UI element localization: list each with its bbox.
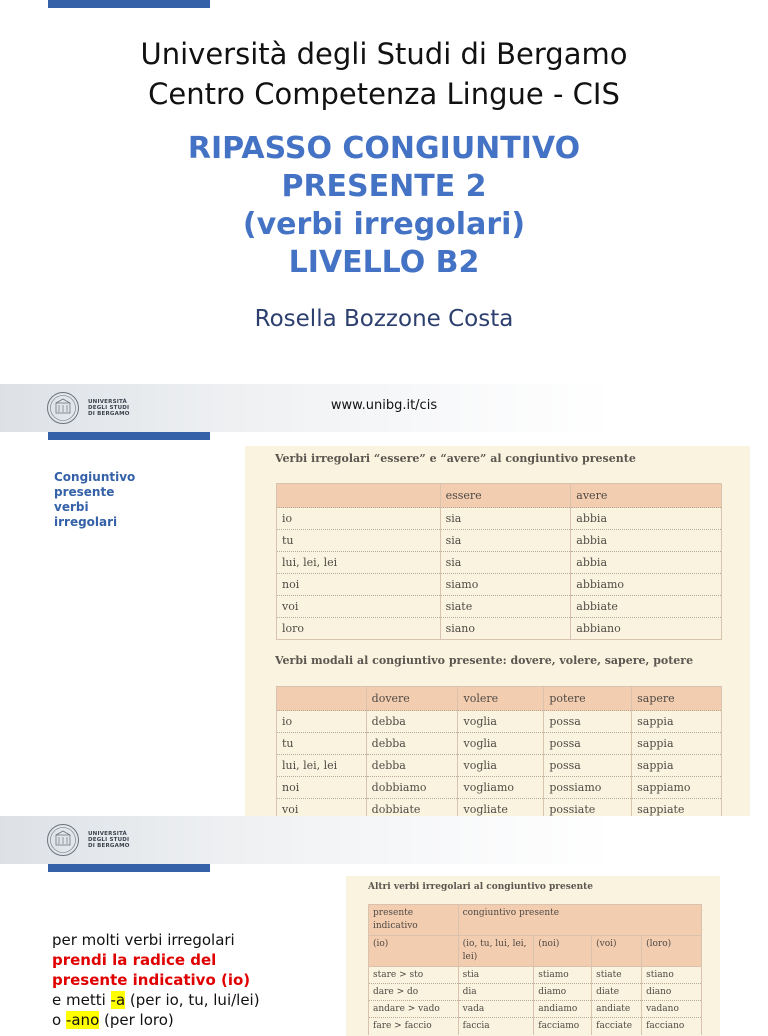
author-name: Rosella Bozzone Costa: [254, 306, 514, 332]
table-heading: Verbi irregolari “essere” e “avere” al congiuntivo presente: [275, 452, 636, 465]
table-row: tu debba voglia possa sappia: [277, 733, 722, 755]
highlighted-ending: -ano: [65, 1011, 100, 1029]
table-row: loro siano abbiano: [277, 618, 722, 640]
rule-line: e metti -a (per io, tu, lui/lei): [52, 991, 260, 1009]
textbook-excerpt: [245, 446, 750, 850]
highlighted-ending: -a: [110, 991, 126, 1009]
other-irregular-verbs-table: [368, 904, 702, 1035]
university-logo: [46, 823, 130, 857]
table-row: andare > vado vada andiamo andiate vadano: [369, 1001, 702, 1018]
accent-bar: [48, 432, 210, 440]
university-seal-icon: [46, 823, 80, 857]
table-row: fare > faccio faccia facciamo facciate facciano: [369, 1018, 702, 1035]
rule-emphasis: prendi la radice del: [52, 951, 217, 969]
table-row: voi dobbiate vogliate possiate sappiate: [277, 799, 722, 821]
table-row: io debba voglia possa sappia: [277, 711, 722, 733]
accent-bar: [48, 864, 210, 872]
title-slide: [0, 0, 768, 384]
table-header-row: (io) (io, tu, lui, lei, lei) (noi) (voi) (loro): [369, 936, 702, 967]
table-row: noi dobbiamo vogliamo possiamo sappiamo: [277, 777, 722, 799]
website-url: www.unibg.it/cis: [330, 398, 438, 413]
university-line: Università degli Studi di Bergamo: [140, 37, 628, 71]
table-row: lui, lei, lei debba voglia possa sappia: [277, 755, 722, 777]
university-name: [0, 34, 768, 114]
essere-avere-table: [276, 483, 722, 640]
table-heading: Verbi modali al congiuntivo presente: dovere, volere, sapere, potere: [275, 654, 694, 667]
table-row: dare > do dia diamo diate diano: [369, 984, 702, 1001]
table-row: noi siamo abbiamo: [277, 574, 722, 596]
table-header-row: presente indicativo congiuntivo presente: [369, 905, 702, 936]
table-row: stare > sto stia stiamo stiate stiano: [369, 967, 702, 984]
table-heading: Altri verbi irregolari al congiuntivo presente: [368, 882, 593, 892]
title-line: PRESENTE 2: [281, 169, 487, 204]
section-title: Congiuntivo presente verbi irregolari: [54, 470, 136, 529]
table-row: io sia abbia: [277, 508, 722, 530]
rule-line: per molti verbi irregolari: [52, 931, 235, 949]
title-line: RIPASSO CONGIUNTIVO: [187, 131, 581, 166]
title-line: (verbi irregolari): [242, 207, 526, 242]
slide-title: [0, 130, 768, 282]
content-slide-tables: [0, 384, 768, 816]
textbook-excerpt: [346, 876, 720, 1036]
table-row: tu sia abbia: [277, 530, 722, 552]
title-line: LIVELLO B2: [288, 245, 480, 280]
rule-emphasis: presente indicativo (io): [52, 971, 251, 989]
table-row: lui, lei, lei sia abbia: [277, 552, 722, 574]
table-row: voi siate abbiate: [277, 596, 722, 618]
content-slide-rule: [0, 816, 768, 1032]
table-header-row: essere avere: [277, 484, 722, 508]
accent-bar: [48, 0, 210, 8]
rule-text: [52, 930, 342, 1030]
logo-wordmark: UNIVERSITÀ DEGLI STUDI DI BERGAMO: [88, 830, 130, 850]
logo-wordmark: UNIVERSITÀ DEGLI STUDI DI BERGAMO: [88, 398, 130, 418]
table-header-row: dovere volere potere sapere: [277, 687, 722, 711]
center-line: Centro Competenza Lingue - CIS: [148, 77, 620, 111]
rule-line: o -ano (per loro): [52, 1011, 174, 1029]
